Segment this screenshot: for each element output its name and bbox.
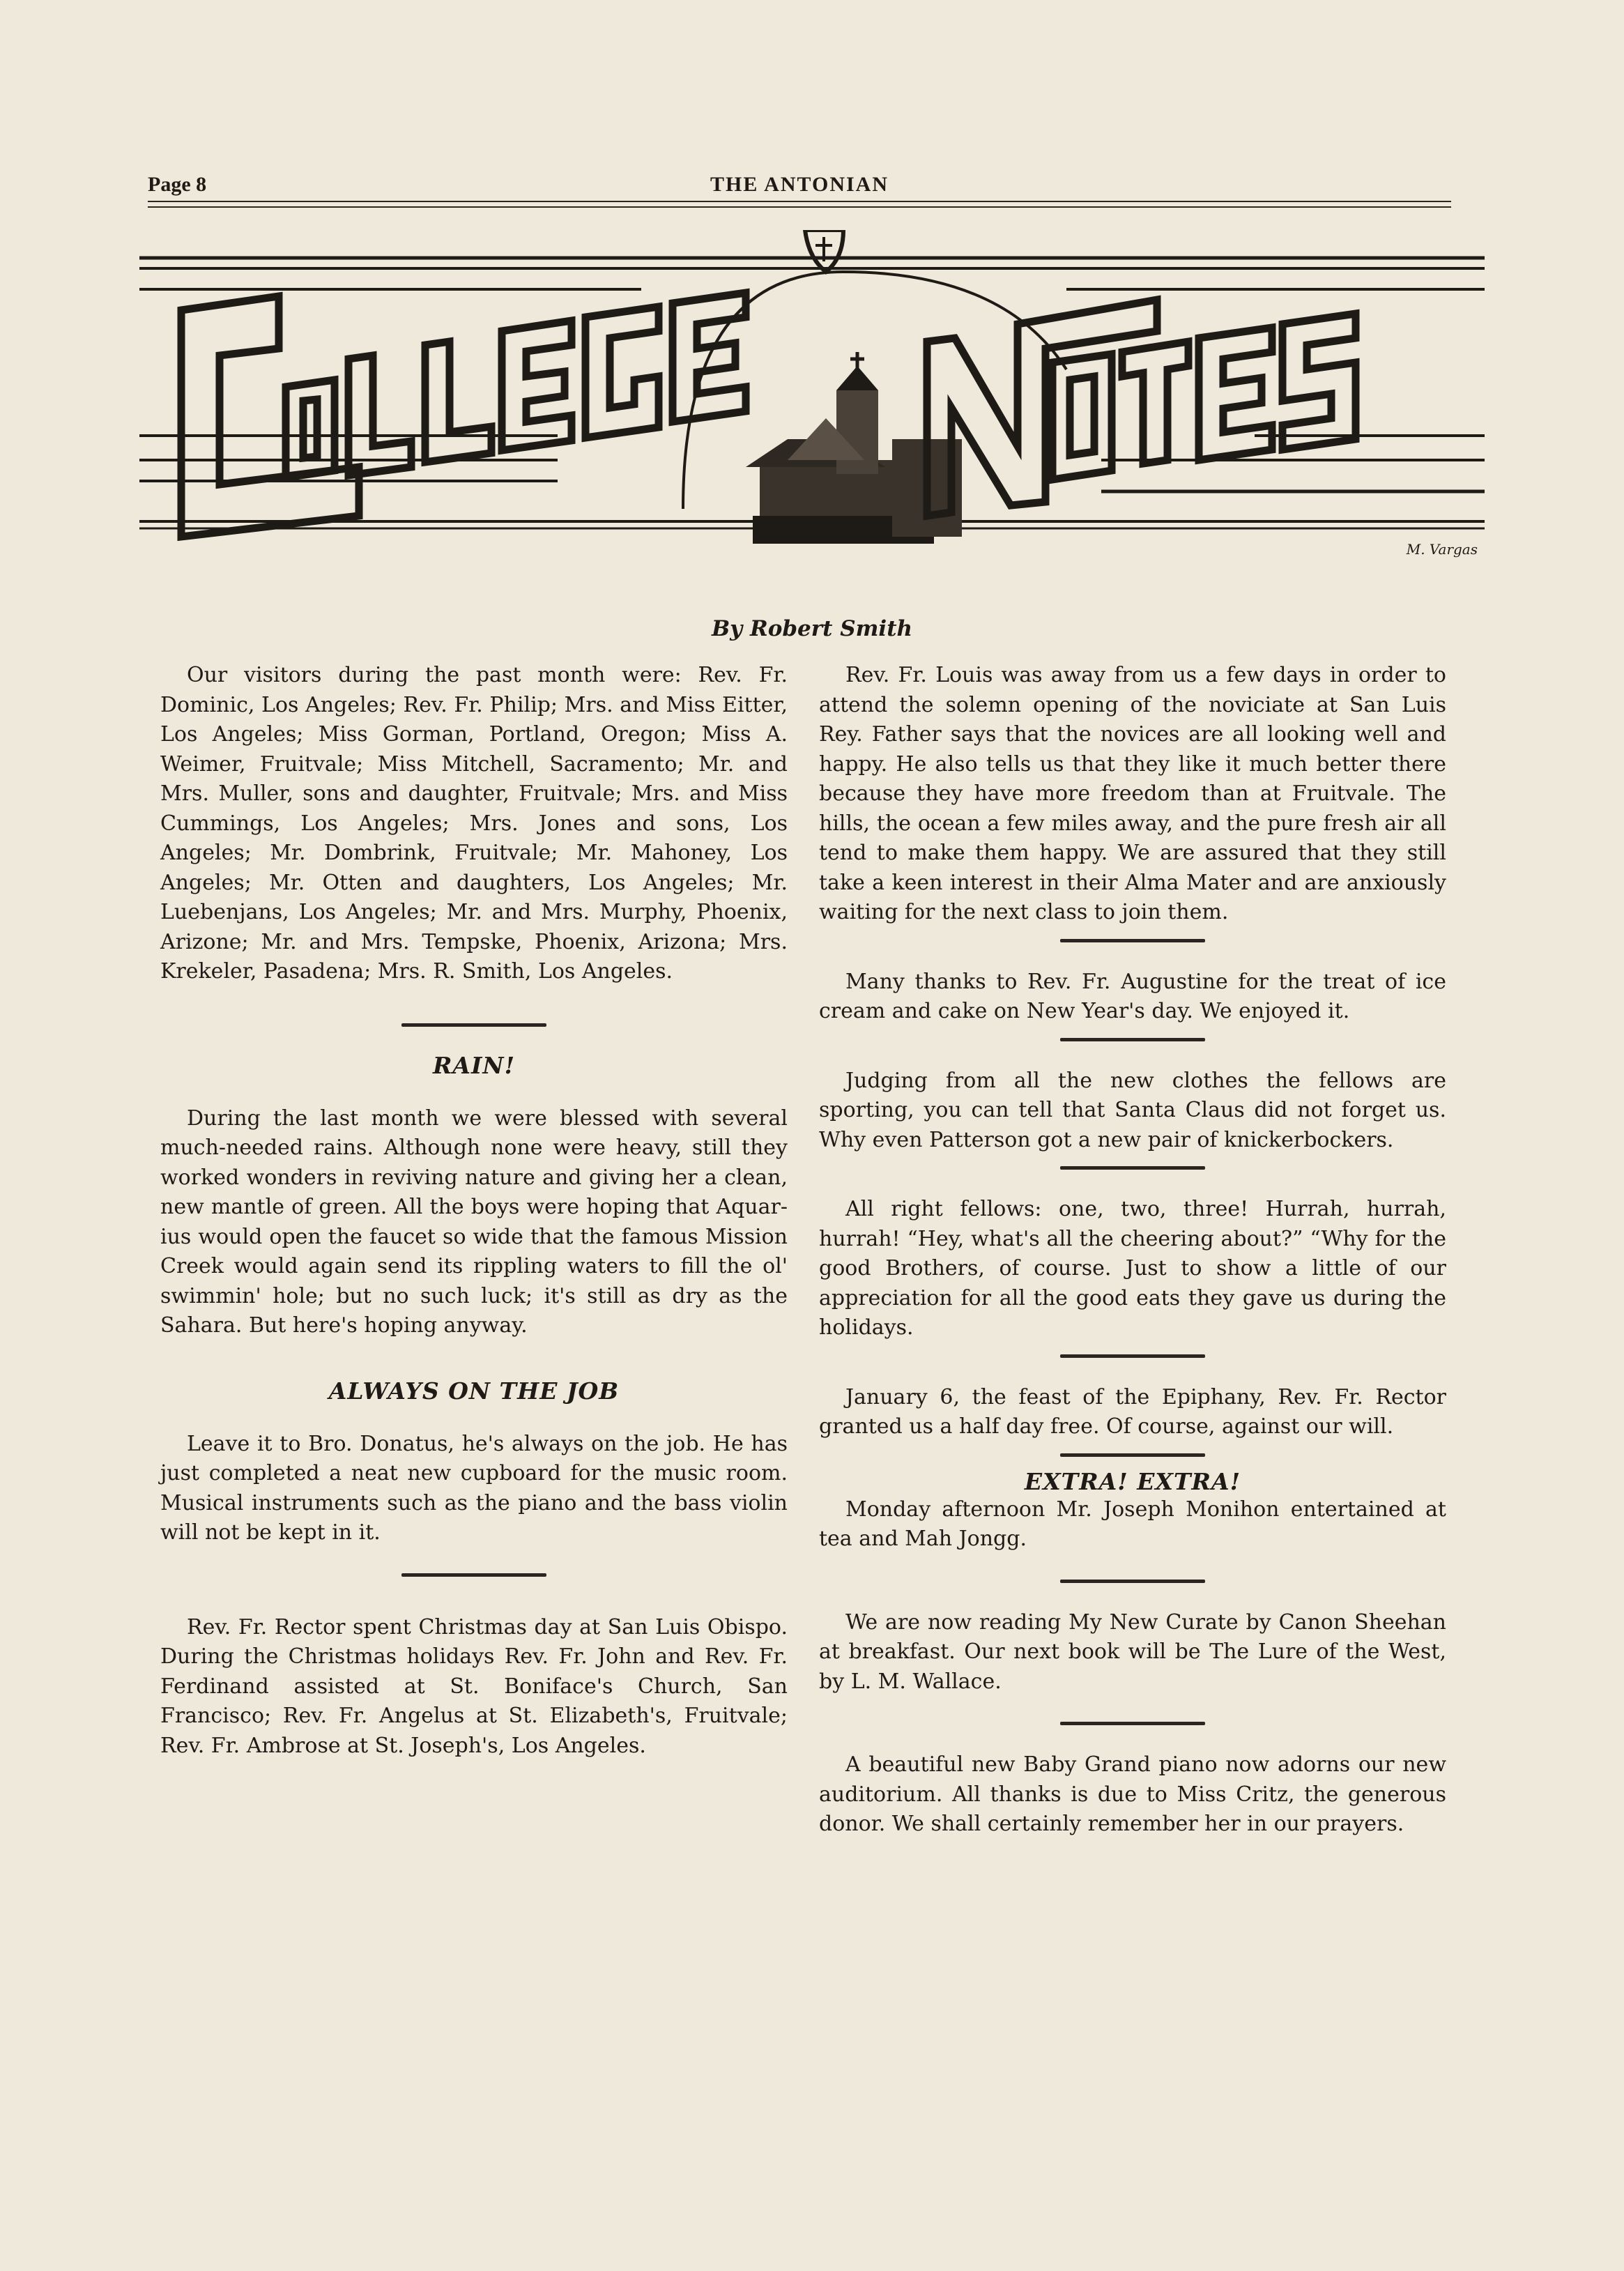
header-rule bbox=[148, 201, 1451, 208]
college-notes-illustration bbox=[139, 230, 1485, 579]
rain-paragraph: During the last month we were blessed with several much-needed rains. Although none were heavy, still they worked wonders in reviving nature and giving her a clean, new mantle of green. All the boys were hoping that Aquarius would open the faucet so wide that the famous Mission Creek would again send its rippling waters to fill the ol' swimmin' hole; but no such luck; it's still as dry as the Sahara. But here's hoping anyway. bbox=[160, 1106, 788, 1338]
title-word-notes bbox=[927, 300, 1356, 516]
title-word-college bbox=[181, 293, 746, 537]
section-heading-always-on-the-job: ALWAYS ON THE JOB bbox=[328, 1377, 620, 1405]
section-heading-extra-extra: EXTRA! EXTRA! bbox=[1024, 1467, 1241, 1495]
section-heading-rain: RAIN! bbox=[432, 1051, 516, 1079]
mah-jongg-paragraph: Monday afternoon Mr. Joseph Monihon entertained at tea and Mah Jongg. bbox=[819, 1497, 1446, 1551]
left-column bbox=[160, 661, 788, 1761]
reading-paragraph: We are now reading My New Curate by Canon Sheehan at breakfast. Our next book will be The Lure of the West, by L. M. Wallace. bbox=[819, 1609, 1446, 1694]
piano-paragraph: A beautiful new Baby Grand piano now adorns our new auditorium. All thanks is due to Miss Critz, the generous donor. We shall certainly remember her in our prayers. bbox=[819, 1752, 1446, 1836]
epiphany-paragraph: January 6, the feast of the Epiphany, Rev. Fr. Rector granted us a half day free. Of course, against our will. bbox=[819, 1384, 1446, 1439]
byline: By Robert Smith bbox=[711, 616, 913, 641]
page-number: Page 8 bbox=[148, 173, 207, 196]
visitors-paragraph: Our visitors during the past month were: Rev. Fr. Dominic, Los Angeles; Rev. Fr. Philip; Mrs. and Miss Eitter, Los Angeles; Miss Gorman, Portland, Oregon; Miss A. Weimer, Fruitvale; Miss Mitchell, Sacramento; Mr. and Mrs. Muller, sons and daughter, Fruitvale; Mrs. and Miss Cummings, Los Angeles; Mrs. Jones and sons, Los Angeles; Mr. Dombrink, Fruitvale; Mr. Mahoney, Los Angeles; Mr. Otten and daughters, Los Angeles; Mr. Luebenjans, Los Angeles; Mr. and Mrs. Murphy, Phoenix, Arizone; Mr. and Mrs. Tempske, Phoenix, Arizona; Mrs. Krekeler, Pasadena; Mrs. R. Smith, Los Angeles. bbox=[160, 663, 788, 984]
fr-louis-paragraph: Rev. Fr. Louis was away from us a few days in order to attend the solemn opening of the noviciate at San Luis Rey. Father says that the novices are all looking well and happy. He also tells us that they like it much better there because they have more freedom than at Fruitvale. The hills, the ocean a few miles away, and the pure fresh air all tend to make them happy. We are assured that they still take a keen interest in their Alma Mater and are anxiously waiting for the next class to join them. bbox=[819, 663, 1446, 924]
running-header bbox=[148, 173, 1451, 201]
hurrah-paragraph: All right fellows: one, two, three! Hurrah, hurrah, hurrah! “Hey, what's all the cheering about?” “Why for the good Brothers, of course. Just to show a little of our appreciation for all the good eats they gave us during the holidays. bbox=[819, 1197, 1446, 1340]
christmas-holidays-paragraph: Rev. Fr. Rector spent Christmas day at San Luis Obispo. During the Christmas holidays Rev. Fr. John and Rev. Fr. Ferdinand assisted at St. Boniface's Church, San Francisco; Rev. Fr. Angelus at St. Elizabeth's, Fruitvale; Rev. Fr. Ambrose at St. Joseph's, Los Angeles. bbox=[160, 1614, 788, 1758]
artist-signature: M. Vargas bbox=[1406, 541, 1478, 558]
franciscan-crest-icon bbox=[805, 230, 843, 272]
new-clothes-paragraph: Judging from all the new clothes the fellows are sporting, you can tell that Santa Claus did not forget us. Why even Patterson got a new pair of knickerbockers. bbox=[819, 1068, 1446, 1152]
masthead-banner bbox=[139, 230, 1485, 579]
publication-title: THE ANTONIAN bbox=[710, 173, 889, 196]
always-on-the-job-paragraph: Leave it to Bro. Donatus, he's always on the job. He has just completed a neat new cupboard for the music room. Musical instruments such as the piano and the bass violin will not be kept in it. bbox=[160, 1431, 788, 1545]
right-column bbox=[819, 661, 1446, 1840]
new-years-paragraph: Many thanks to Rev. Fr. Augustine for the treat of ice cream and cake on New Year's day. We enjoyed it. bbox=[819, 969, 1446, 1023]
